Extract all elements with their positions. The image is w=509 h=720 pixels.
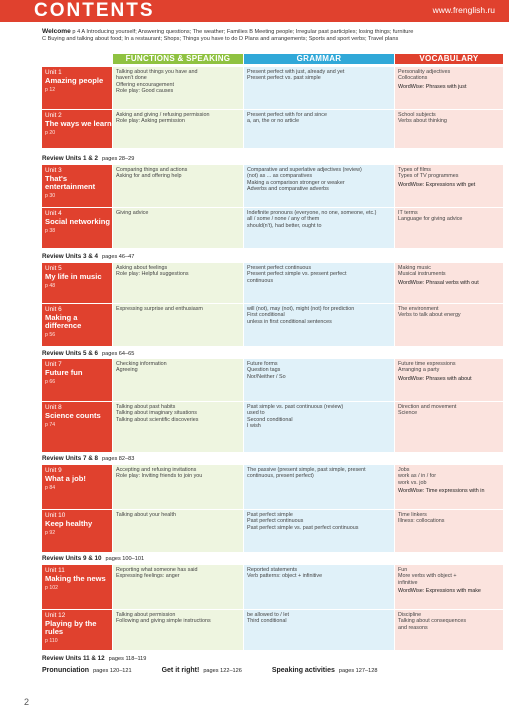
vocabulary-item: Making music bbox=[398, 265, 431, 271]
review-pages: pages 28–29 bbox=[102, 156, 135, 162]
vocabulary-cell bbox=[395, 110, 503, 148]
vocabulary-item: work vs. job bbox=[398, 479, 427, 486]
welcome-line-1: p 4 A Introducing yourself; Answering questions; The weather; Families B Meeting people; Irregular past participles; losing things; furniture bbox=[72, 29, 414, 35]
grammar-item: Present perfect simple vs. present perfect bbox=[247, 271, 347, 278]
vocabulary-cell bbox=[395, 263, 503, 303]
functions-item: Reporting what someone has said bbox=[116, 567, 198, 573]
page-title: CONTENTS bbox=[34, 0, 155, 21]
unit-title: Playing by the rules bbox=[45, 618, 97, 636]
unit-title: That's entertainment bbox=[45, 173, 96, 191]
review-label: Review Units 11 & 12 bbox=[42, 655, 105, 662]
unit-page: p 38 bbox=[45, 227, 56, 234]
unit-row bbox=[42, 110, 503, 148]
vocabulary-item: Language for giving advice bbox=[398, 216, 463, 223]
grammar-item: unless in first conditional sentences bbox=[247, 318, 332, 325]
grammar-item: Second conditional bbox=[247, 416, 293, 423]
grammar-item: Third conditional bbox=[247, 618, 287, 625]
unit-title: My life in music bbox=[45, 271, 102, 281]
review-label: Review Units 9 & 10 bbox=[42, 555, 102, 562]
grammar-item: Verb patterns: object + infinitive bbox=[247, 573, 323, 580]
unit-page: p 102 bbox=[45, 584, 58, 591]
unit-label-block bbox=[42, 565, 112, 609]
wordwise-item: WordWise: Phrases with just bbox=[398, 83, 467, 90]
unit-number: Unit 8 bbox=[45, 404, 62, 411]
review-label: Review Units 3 & 4 bbox=[42, 253, 98, 260]
functions-cell bbox=[113, 565, 243, 609]
unit-row bbox=[42, 465, 503, 509]
unit-row bbox=[42, 263, 503, 303]
unit-title: Making a difference bbox=[45, 312, 82, 330]
grammar-item: Present perfect vs. past simple bbox=[247, 75, 321, 82]
functions-item: Giving advice bbox=[116, 210, 149, 216]
review-pages: pages 100–101 bbox=[105, 556, 145, 562]
functions-cell bbox=[113, 67, 243, 109]
unit-page: p 20 bbox=[45, 129, 56, 136]
unit-row bbox=[42, 165, 503, 207]
vocabulary-item: More verbs with object + bbox=[398, 573, 457, 580]
unit-page: p 84 bbox=[45, 484, 56, 491]
grammar-item: Question tags bbox=[247, 367, 281, 374]
functions-cell bbox=[113, 402, 243, 452]
unit-number: Unit 4 bbox=[45, 210, 62, 217]
functions-item: Talking about imaginary situations bbox=[116, 410, 197, 417]
grammar-item: a, an, the or no article bbox=[247, 118, 300, 125]
unit-row bbox=[42, 565, 503, 609]
unit-number: Unit 2 bbox=[45, 112, 62, 119]
grammar-item: Comparative and superlative adjectives (review) bbox=[247, 167, 362, 173]
grammar-cell bbox=[244, 465, 394, 509]
unit-number: Unit 7 bbox=[45, 361, 62, 368]
unit-page: p 74 bbox=[45, 421, 56, 428]
grammar-cell bbox=[244, 510, 394, 552]
vocabulary-item: IT terms bbox=[398, 210, 418, 216]
unit-label-block bbox=[42, 359, 112, 401]
unit-label-block bbox=[42, 304, 112, 346]
grammar-cell bbox=[244, 165, 394, 207]
functions-item: Role play: Helpful suggestions bbox=[116, 271, 189, 278]
header-bar bbox=[0, 0, 509, 22]
functions-item: Talking about your health bbox=[116, 512, 176, 518]
unit-page: p 66 bbox=[45, 378, 56, 385]
welcome-label: Welcome bbox=[42, 28, 71, 35]
column-header-vocabulary: VOCABULARY bbox=[395, 54, 503, 64]
functions-cell bbox=[113, 610, 243, 650]
functions-item: haven't done bbox=[116, 75, 147, 82]
grammar-item: (not) as ... as comparatives bbox=[247, 173, 313, 180]
vocabulary-item: The environment bbox=[398, 306, 439, 312]
unit-row bbox=[42, 510, 503, 552]
functions-cell bbox=[113, 110, 243, 148]
review-label: Review Units 7 & 8 bbox=[42, 455, 98, 462]
unit-page: p 12 bbox=[45, 86, 56, 93]
unit-title: Keep healthy bbox=[45, 518, 93, 528]
vocabulary-item: Verbs about thinking bbox=[398, 118, 447, 125]
grammar-item: Adverbs and comparative adverbs bbox=[247, 185, 329, 192]
functions-item: Role play: Inviting friends to join you bbox=[116, 473, 203, 480]
functions-item: Asking for and offering help bbox=[116, 173, 182, 180]
vocabulary-item: Jobs bbox=[398, 467, 410, 473]
functions-item: Talking about permission bbox=[116, 612, 176, 618]
grammar-item: Past perfect simple bbox=[247, 512, 293, 518]
unit-title: Amazing people bbox=[45, 75, 104, 85]
vocabulary-cell bbox=[395, 510, 503, 552]
site-url: www.frenglish.ru bbox=[432, 5, 495, 15]
vocabulary-item: School subjects bbox=[398, 112, 436, 118]
unit-title: What a job! bbox=[45, 473, 86, 483]
functions-cell bbox=[113, 510, 243, 552]
vocabulary-cell bbox=[395, 565, 503, 609]
review-label: Review Units 5 & 6 bbox=[42, 350, 98, 357]
vocabulary-item: work as / in / for bbox=[398, 473, 437, 480]
unit-page: p 30 bbox=[45, 192, 56, 199]
functions-item: Role play: Asking permission bbox=[116, 118, 185, 125]
grammar-item: Making a comparison stronger or weaker bbox=[247, 179, 345, 186]
vocabulary-cell bbox=[395, 402, 503, 452]
unit-page: p 110 bbox=[45, 637, 58, 644]
footer-item-pronunciation: Pronunciation pages 120–121 bbox=[42, 667, 132, 674]
grammar-item: should(n't), had better, ought to bbox=[247, 222, 322, 229]
footer-links bbox=[42, 667, 405, 674]
functions-item: Expressing feelings: anger bbox=[116, 573, 180, 580]
unit-number: Unit 9 bbox=[45, 467, 62, 474]
vocabulary-item: Time linkers bbox=[398, 512, 427, 518]
vocabulary-item: Illness: collocations bbox=[398, 518, 445, 525]
grammar-cell bbox=[244, 263, 394, 303]
unit-title: Making the news bbox=[45, 573, 106, 583]
review-line bbox=[42, 155, 134, 162]
grammar-cell bbox=[244, 402, 394, 452]
unit-number: Unit 1 bbox=[45, 69, 62, 76]
vocabulary-item: Talking about consequences bbox=[398, 618, 467, 625]
vocabulary-cell bbox=[395, 67, 503, 109]
unit-title: The ways we learn bbox=[45, 118, 112, 128]
unit-page: p 48 bbox=[45, 282, 56, 289]
wordwise-item: WordWise: Time expressions with in bbox=[398, 487, 485, 494]
vocabulary-cell bbox=[395, 359, 503, 401]
vocabulary-item: Discipline bbox=[398, 612, 422, 618]
unit-number: Unit 12 bbox=[45, 612, 66, 619]
unit-label-block bbox=[42, 465, 112, 509]
functions-item: Agreeing bbox=[116, 367, 138, 374]
grammar-item: Past perfect continuous bbox=[247, 518, 304, 525]
grammar-item: be allowed to / let bbox=[247, 612, 289, 618]
vocabulary-item: and reasons bbox=[398, 624, 428, 631]
footer-item-speaking-activities: Speaking activities pages 127–128 bbox=[271, 667, 378, 674]
grammar-item: I wish bbox=[247, 422, 261, 429]
unit-label-block bbox=[42, 610, 112, 650]
grammar-cell bbox=[244, 67, 394, 109]
review-line bbox=[42, 455, 134, 462]
grammar-cell bbox=[244, 110, 394, 148]
grammar-item: Indefinite pronouns (everyone, no one, someone, etc.) bbox=[247, 210, 377, 216]
vocabulary-cell bbox=[395, 208, 503, 248]
review-pages: pages 82–83 bbox=[102, 456, 135, 462]
vocabulary-item: Verbs to talk about energy bbox=[398, 312, 461, 319]
grammar-item: will (not), may (not), might (not) for prediction bbox=[247, 306, 355, 312]
grammar-item: Future forms bbox=[247, 361, 278, 367]
vocabulary-item: Direction and movement bbox=[398, 404, 457, 410]
vocabulary-item: Future time expressions bbox=[398, 361, 456, 367]
grammar-item: continuous, present perfect) bbox=[247, 473, 314, 480]
wordwise-item: WordWise: Phrasal verbs with out bbox=[398, 279, 479, 286]
unit-title: Social networking bbox=[45, 216, 110, 226]
vocabulary-item: Types of TV programmes bbox=[398, 173, 459, 180]
grammar-item: First conditional bbox=[247, 312, 285, 319]
grammar-item: Reported statements bbox=[247, 567, 298, 573]
review-label: Review Units 1 & 2 bbox=[42, 155, 98, 162]
grammar-item: Past simple vs. past continuous (review) bbox=[247, 404, 344, 410]
functions-item: Offering encouragement bbox=[116, 81, 175, 88]
unit-title: Future fun bbox=[45, 367, 83, 377]
unit-number: Unit 5 bbox=[45, 265, 62, 272]
grammar-cell bbox=[244, 304, 394, 346]
grammar-cell bbox=[244, 610, 394, 650]
unit-label-block bbox=[42, 67, 112, 109]
unit-number: Unit 3 bbox=[45, 167, 62, 174]
unit-number: Unit 6 bbox=[45, 306, 62, 313]
vocabulary-item: Musical instruments bbox=[398, 271, 446, 278]
review-pages: pages 64–65 bbox=[102, 351, 135, 357]
functions-cell bbox=[113, 304, 243, 346]
unit-number: Unit 11 bbox=[45, 567, 65, 574]
grammar-item: The passive (present simple, past simple, present bbox=[247, 467, 366, 473]
functions-cell bbox=[113, 263, 243, 303]
functions-item: Accepting and refusing invitations bbox=[116, 467, 197, 473]
unit-number: Unit 10 bbox=[45, 512, 66, 519]
review-line bbox=[42, 350, 134, 357]
vocabulary-cell bbox=[395, 610, 503, 650]
grammar-item: Past perfect simple vs. past perfect continuous bbox=[247, 524, 359, 531]
grammar-item: Present perfect with just, already and yet bbox=[247, 69, 345, 75]
grammar-cell bbox=[244, 359, 394, 401]
unit-label-block bbox=[42, 165, 112, 207]
vocabulary-cell bbox=[395, 304, 503, 346]
grammar-cell bbox=[244, 208, 394, 248]
grammar-item: Nor/Neither / So bbox=[247, 373, 286, 380]
functions-item: Talking about past habits bbox=[116, 404, 176, 410]
vocabulary-item: Science bbox=[398, 410, 418, 417]
functions-item: Talking about things you have and bbox=[116, 69, 198, 75]
review-pages: pages 46–47 bbox=[102, 254, 135, 260]
vocabulary-item: Arranging a party bbox=[398, 367, 440, 374]
functions-item: Asking about feelings bbox=[116, 265, 168, 271]
vocabulary-cell bbox=[395, 465, 503, 509]
unit-row bbox=[42, 610, 503, 650]
grammar-item: used to bbox=[247, 410, 265, 417]
functions-cell bbox=[113, 165, 243, 207]
functions-item: Following and giving simple instructions bbox=[116, 618, 211, 625]
footer-item-get-it-right: Get it right! pages 122–126 bbox=[161, 667, 242, 674]
functions-item: Checking information bbox=[116, 361, 167, 367]
unit-row bbox=[42, 402, 503, 452]
grammar-item: Present perfect with for and since bbox=[247, 112, 328, 118]
review-line bbox=[42, 555, 144, 562]
wordwise-item: WordWise: Phrases with about bbox=[398, 375, 472, 382]
review-pages: pages 118–119 bbox=[108, 656, 147, 662]
functions-item: Role play: Good causes bbox=[116, 87, 174, 94]
page-number: 2 bbox=[24, 697, 30, 707]
functions-cell bbox=[113, 465, 243, 509]
unit-label-block bbox=[42, 402, 112, 452]
vocabulary-cell bbox=[395, 165, 503, 207]
functions-cell bbox=[113, 208, 243, 248]
unit-row bbox=[42, 208, 503, 248]
unit-row bbox=[42, 304, 503, 346]
unit-page: p 56 bbox=[45, 331, 56, 338]
vocabulary-item: infinitive bbox=[398, 579, 418, 586]
column-header-functions: FUNCTIONS & SPEAKING bbox=[113, 54, 243, 64]
functions-item: Talking about scientific discoveries bbox=[116, 416, 199, 423]
vocabulary-item: Types of films bbox=[398, 167, 431, 173]
unit-title: Science counts bbox=[45, 410, 101, 420]
unit-label-block bbox=[42, 510, 112, 552]
unit-row bbox=[42, 359, 503, 401]
review-line bbox=[42, 253, 134, 260]
unit-label-block bbox=[42, 263, 112, 303]
vocabulary-item: Collocations bbox=[398, 75, 428, 82]
functions-item: Asking and giving / refusing permission bbox=[116, 112, 210, 118]
column-header-grammar: GRAMMAR bbox=[244, 54, 394, 64]
wordwise-item: WordWise: Expressions with make bbox=[398, 587, 481, 594]
unit-label-block bbox=[42, 208, 112, 248]
welcome-line-2: C Buying and talking about food; In a restaurant; Shops; Things you have to do D Plans and arrangements; Sports and sport verbs; Travel plans bbox=[42, 36, 399, 42]
review-line bbox=[42, 655, 146, 662]
unit-label-block bbox=[42, 110, 112, 148]
unit-page: p 92 bbox=[45, 529, 56, 536]
functions-item: Comparing things and actions bbox=[116, 167, 188, 173]
vocabulary-item: Fun bbox=[398, 567, 408, 573]
unit-row bbox=[42, 67, 503, 109]
welcome-section bbox=[42, 28, 502, 43]
grammar-item: all / some / none / any of them bbox=[247, 216, 320, 223]
grammar-cell bbox=[244, 565, 394, 609]
vocabulary-item: Personality adjectives bbox=[398, 69, 451, 75]
functions-cell bbox=[113, 359, 243, 401]
wordwise-item: WordWise: Expressions with get bbox=[398, 181, 476, 188]
grammar-item: Present perfect continuous bbox=[247, 265, 312, 271]
functions-item: Expressing surprise and enthusiasm bbox=[116, 306, 203, 312]
grammar-item: continuous bbox=[247, 277, 274, 284]
